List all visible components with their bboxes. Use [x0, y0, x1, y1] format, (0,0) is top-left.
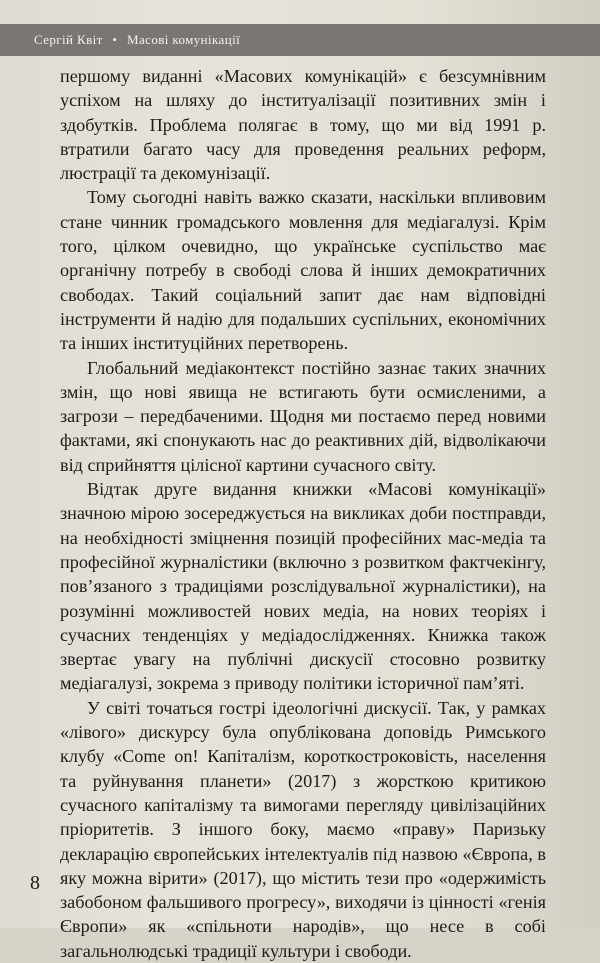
- header-book-title: Масові комунікації: [127, 32, 241, 47]
- paragraph-2: Тому сьогодні навіть важко сказати, наскільки впливовим стане чинник громадського мовлення для медіагалузі. Крім того, цілком очевидно, що українське суспільство має органічну потребу в свободі слова й інших демократичних свободах. Такий соціальний запит дає нам відповідні інструменти й надію для подальших суспільних, економічних та інших інституційних перетворень.: [60, 187, 546, 354]
- paragraph-5: У світі точаться гострі ідеологічні дискусії. Так, у рамках «лівого» дискурсу була опублікована доповідь Римського клубу «Come on! Капіталізм, короткостроковість, населення та руйнування планети» (2017) з жорсткою критикою сучасного капіталізму та вимогами перегляду цивілізаційних пріоритетів. З іншого боку, маємо «праву» Паризьку декларацію європейських інтелектуалів під назвою «Європа, в яку можна вірити» (2017), що містить тези про «одержимість забобоном фальшивого прогресу», виходячи із цінності «генія Європи» як «спільноти народів», що несе в собі загальнолюдські традиції культури і свободи.: [60, 697, 546, 961]
- header-separator: •: [112, 32, 118, 47]
- header-author: Сергій Квіт: [34, 32, 103, 47]
- paragraph-1: першому виданні «Масових комунікацій» є безсумнівним успіхом на шляху до інституалізації позитивних змін і здобутків. Проблема полягає в тому, що ми від 1991 р. втратили багато часу для проведення реальних реформ, люстрації та декомунізації.: [60, 66, 546, 184]
- body-text: [60, 64, 546, 963]
- paragraph-4: Відтак друге видання книжки «Масові комунікації» значною мірою зосереджується на викликах доби постправди, на необхідності зміцнення позицій професійних мас-медіа та професійної журналістики (включно з розвитком фактчекінгу, пов’язаного з традиціями розслідувальної журналістики), на розумінні можливостей нових медіа, на нових теоріях і сучасних тенденціях у медіадослідженнях. Книжка також звертає увагу на публічні дискусії стосовно розвитку медіагалузі, зокрема з приводу політики історичної пам’яті.: [60, 479, 546, 694]
- page-number: 8: [30, 872, 40, 894]
- running-header: [0, 24, 600, 56]
- paragraph-3: Глобальний медіаконтекст постійно зазнає таких значних змін, що нові явища не встигають бути осмисленими, а загрози – передбаченими. Щодня ми постаємо перед новими фактами, які спонукають нас до реактивних дій, відволікаючи від сприйняття цілісної картини сучасного світу.: [60, 357, 546, 475]
